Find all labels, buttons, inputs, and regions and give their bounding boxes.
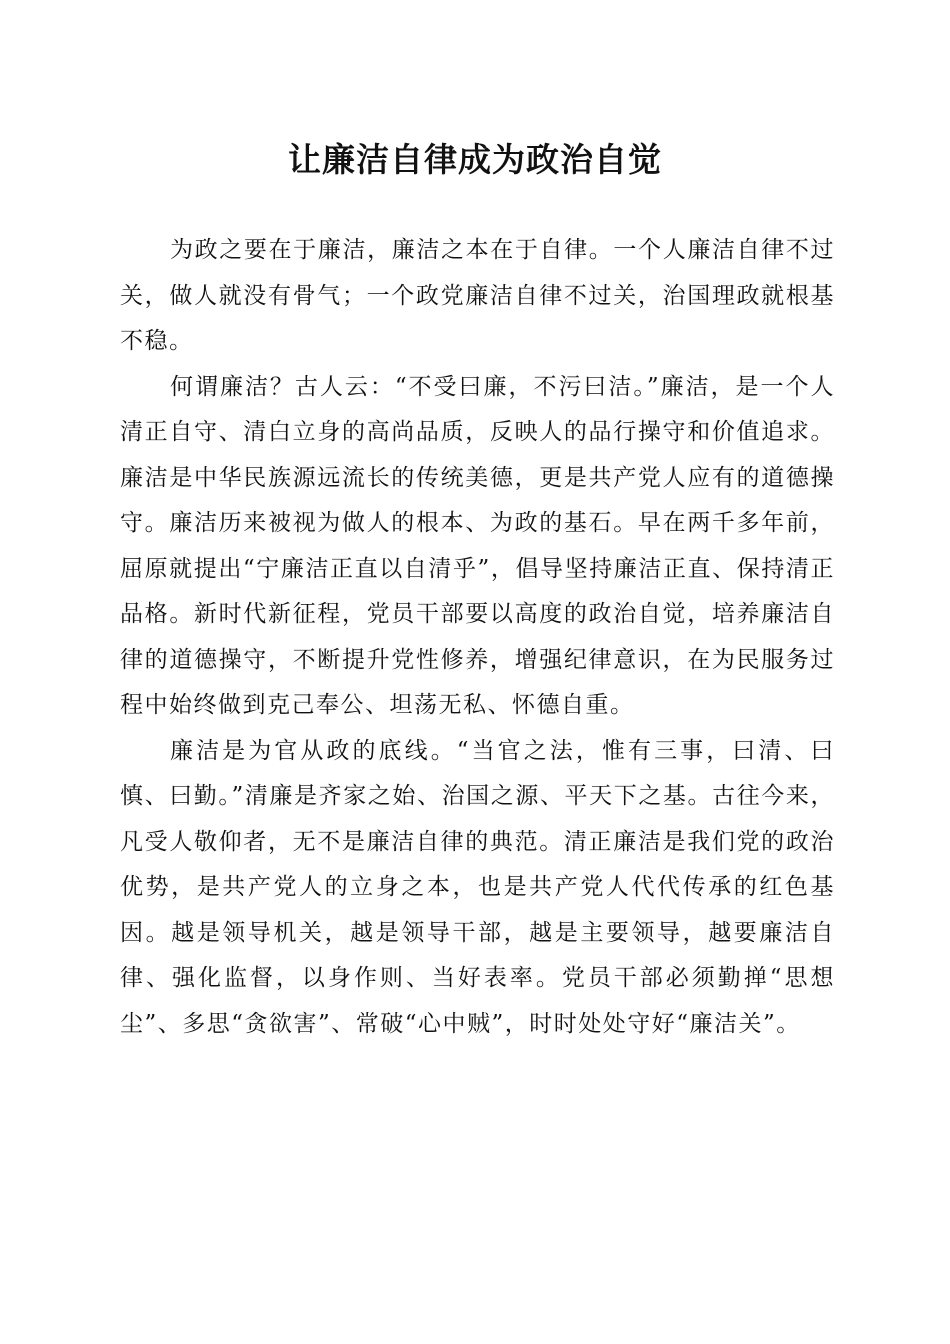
paragraph-2: 何谓廉洁？古人云：“不受曰廉，不污曰洁。”廉洁，是一个人清正自守、清白立身的高尚品质，反映人的品行操守和价值追求。廉洁是中华民族源远流长的传统美德，更是共产党人应有的道德操守。廉洁历来被视为做人的根本、为政的基石。早在两千多年前，屈原就提出“宁廉洁正直以自清乎”，倡导坚持廉洁正直、保持清正品格。新时代新征程，党员干部要以高度的政治自觉，培养廉洁自律的道德操守，不断提升党性修养，增强纪律意识，在为民服务过程中始终做到克己奉公、坦荡无私、怀德自重。 bbox=[120, 373, 835, 718]
paragraph-1: 为政之要在于廉洁，廉洁之本在于自律。一个人廉洁自律不过关，做人就没有骨气；一个政党廉洁自律不过关，治国理政就根基不稳。 bbox=[120, 237, 835, 354]
paragraph-3: 廉洁是为官从政的底线。“当官之法，惟有三事，曰清、曰慎、曰勤。”清廉是齐家之始、治国之源、平天下之基。古往今来，凡受人敬仰者，无不是廉洁自律的典范。清正廉洁是我们党的政治优势，是共产党人的立身之本，也是共产党人代代传承的红色基因。越是领导机关，越是领导干部，越是主要领导，越要廉洁自律、强化监督，以身作则、当好表率。党员干部必须勤掸“思想尘”、多思“贪欲害”、常破“心中贼”，时时处处守好“廉洁关”。 bbox=[120, 737, 835, 1037]
document-title: 让廉洁自律成为政治自觉 bbox=[288, 140, 662, 179]
document-body bbox=[120, 228, 835, 1047]
